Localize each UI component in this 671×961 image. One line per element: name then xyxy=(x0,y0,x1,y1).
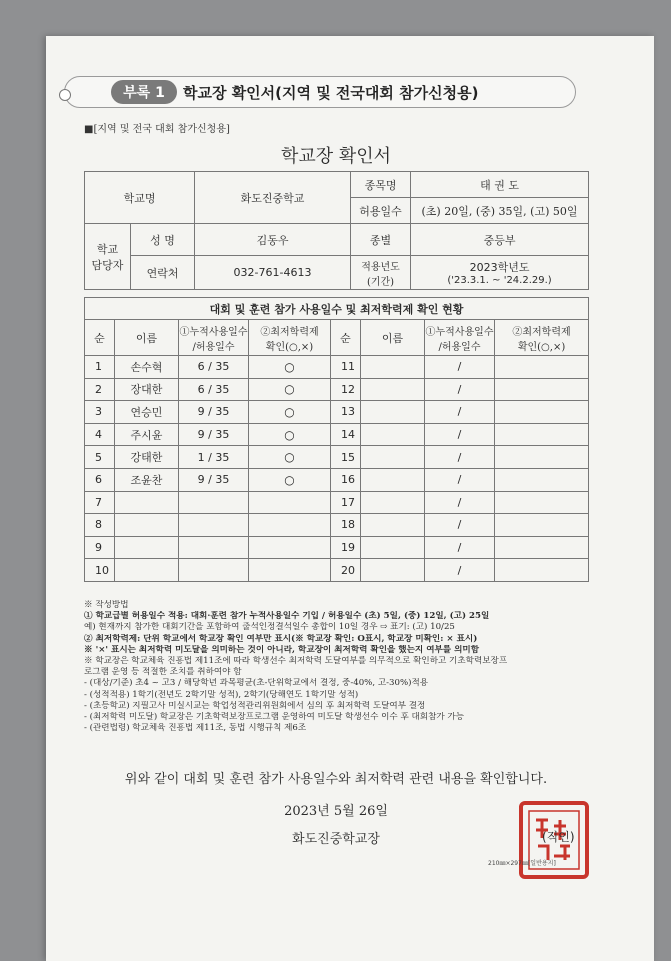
cell-days: / xyxy=(425,536,495,559)
cell-no: 5 xyxy=(85,446,115,469)
document-date: 2023년 5월 26일 xyxy=(284,804,388,819)
paper-size-label: 210㎜×297㎜[일반용지] xyxy=(488,860,556,867)
cell-no: 7 xyxy=(85,491,115,514)
cell-name: 손수혁 xyxy=(115,356,179,379)
principal-name: 화도진중학교장 xyxy=(292,832,380,847)
cell-name xyxy=(115,514,179,537)
cell-no: 20 xyxy=(331,559,361,582)
header-table xyxy=(84,171,589,290)
cell-days: 9 / 35 xyxy=(179,401,249,424)
cell-days: / xyxy=(425,378,495,401)
cell-name xyxy=(115,559,179,582)
note-line: - (최저학력 미도달) 학교장은 기초학력보장프로그램 운영하여 미도달 학생선수 이수 후 대회참가 가능 xyxy=(84,712,465,723)
note-line: ② 최저학력제: 단위 학교에서 학교장 확인 여부만 표시(※ 학교장 확인: O표시, 학교장 미확인: × 표시) xyxy=(84,633,478,644)
table-row xyxy=(85,446,589,469)
cell-days: / xyxy=(425,559,495,582)
cell-no: 1 xyxy=(85,356,115,379)
cell-name xyxy=(361,378,425,401)
cell-no: 17 xyxy=(331,491,361,514)
period-value: ('23.3.1. ~ '24.2.29.) xyxy=(447,275,552,286)
cell-days xyxy=(179,559,249,582)
note-line: 예) 현재까지 참가한 대회기간을 포함하여 출석인정결석일수 총합이 10일 경우 ⇨ 표기: (고) 10/25 xyxy=(84,622,455,633)
cell-no: 19 xyxy=(331,536,361,559)
cell-name xyxy=(361,491,425,514)
table-row xyxy=(85,401,589,424)
cell-days: 6 / 35 xyxy=(179,378,249,401)
cell-no: 16 xyxy=(331,468,361,491)
cell-min xyxy=(495,401,589,424)
note-line: ※ '×' 표시는 최저학력 미도달을 의미하는 것이 아니라, 학교장이 최저학력 확인을 했는지 여부를 의미함 xyxy=(84,644,480,655)
cell-min: ○ xyxy=(249,356,331,379)
cell-min: ○ xyxy=(249,446,331,469)
cell-name xyxy=(361,401,425,424)
table-row xyxy=(85,559,589,582)
cell-no: 3 xyxy=(85,401,115,424)
document-title: 학교장 확인서 xyxy=(280,146,392,167)
cell-days: 6 / 35 xyxy=(179,356,249,379)
cell-days: / xyxy=(425,446,495,469)
cell-days: / xyxy=(425,423,495,446)
cell-days xyxy=(179,491,249,514)
cell-days: / xyxy=(425,356,495,379)
cell-min: ○ xyxy=(249,468,331,491)
header-no: 순 xyxy=(85,320,115,356)
cell-name xyxy=(361,514,425,537)
note-line: ※ 작성방법 xyxy=(84,600,129,610)
header-min: ②최저학력제 확인(○,×) xyxy=(249,320,331,356)
form-label: ■[지역 및 전국 대회 참가신청용] xyxy=(84,124,230,135)
cell-name: 강태한 xyxy=(115,446,179,469)
note-line: ※ 학교장은 학교체육 진흥법 제11조에 따라 학생선수 최저학력 도달여부를 의무적으로 확인하고 기초학력보장프 xyxy=(84,656,508,667)
header-name: 이름 xyxy=(361,320,425,356)
division-label: 종별 xyxy=(351,224,411,256)
year-cell xyxy=(411,256,589,290)
cell-min xyxy=(495,468,589,491)
cell-name xyxy=(361,356,425,379)
staff-name: 김동우 xyxy=(195,224,351,256)
cell-name xyxy=(361,468,425,491)
cell-no: 9 xyxy=(85,536,115,559)
header-days: ①누적사용일수 /허용일수 xyxy=(179,320,249,356)
notes-section xyxy=(84,600,588,734)
cell-days: 1 / 35 xyxy=(179,446,249,469)
year-label: 적용년도 (기간) xyxy=(351,256,411,290)
header-min: ②최저학력제 확인(○,×) xyxy=(495,320,589,356)
appendix-title: 학교장 확인서(지역 및 전국대회 참가신청용) xyxy=(183,84,479,102)
cell-no: 10 xyxy=(85,559,115,582)
cell-no: 18 xyxy=(331,514,361,537)
bullet-circle-icon xyxy=(59,89,71,101)
appendix-banner xyxy=(64,76,576,108)
table-row xyxy=(85,491,589,514)
contact-label: 연락처 xyxy=(131,256,195,290)
confirm-statement: 위와 같이 대회 및 훈련 참가 사용일수와 최저학력 관련 내용을 확인합니다. xyxy=(124,772,548,787)
table-row xyxy=(85,468,589,491)
cell-min: ○ xyxy=(249,401,331,424)
cell-no: 12 xyxy=(331,378,361,401)
cell-no: 4 xyxy=(85,423,115,446)
sport-label: 종목명 xyxy=(351,172,411,198)
cell-days: / xyxy=(425,401,495,424)
cell-no: 2 xyxy=(85,378,115,401)
division-value: 중등부 xyxy=(411,224,589,256)
cell-days: / xyxy=(425,468,495,491)
cell-name xyxy=(361,446,425,469)
note-line: - (대상/기준) 초4 ~ 고3 / 해당학년 과목평균(초-단위학교에서 결정, 중-40%, 고-30%)적용 xyxy=(84,678,429,689)
appendix-tag: 부록 1 xyxy=(111,80,177,104)
header-name: 이름 xyxy=(115,320,179,356)
cell-no: 6 xyxy=(85,468,115,491)
school-label: 학교명 xyxy=(85,172,195,224)
cell-days xyxy=(179,514,249,537)
note-line: ① 학교급별 허용일수 적용: 대회·훈련 참가 누적사용일수 기입 / 허용일수 (초) 5일, (중) 12일, (고) 25일 xyxy=(84,611,490,622)
cell-min xyxy=(495,559,589,582)
year-value: 2023학년도 xyxy=(469,261,530,274)
cell-min xyxy=(495,378,589,401)
contact-value: 032-761-4613 xyxy=(195,256,351,290)
table-row xyxy=(85,514,589,537)
table-row xyxy=(85,423,589,446)
cell-days xyxy=(179,536,249,559)
cell-name xyxy=(115,491,179,514)
cell-min xyxy=(495,514,589,537)
note-line: - (초등학교) 지필고사 미실시교는 학업성적관리위원회에서 심의 후 최저학력 도달여부 결정 xyxy=(84,700,426,711)
cell-no: 8 xyxy=(85,514,115,537)
school-name: 화도진중학교 xyxy=(195,172,351,224)
cell-min xyxy=(495,423,589,446)
cell-name: 장대한 xyxy=(115,378,179,401)
cell-days: / xyxy=(425,514,495,537)
cell-min xyxy=(249,514,331,537)
section-title: 대회 및 훈련 참가 사용일수 및 최저학력제 확인 현황 xyxy=(85,298,589,320)
cell-no: 13 xyxy=(331,401,361,424)
cell-name xyxy=(361,536,425,559)
note-line: - (성적적용) 1학기(전년도 2학기말 성적), 2학기(당해연도 1학기말 성적) xyxy=(84,689,359,700)
cell-min xyxy=(249,559,331,582)
table-row xyxy=(85,536,589,559)
cell-name: 주시윤 xyxy=(115,423,179,446)
seal-mark: (직인) xyxy=(542,830,575,844)
note-line: 로그램 운영 등 적절한 조치를 취하여야 함 xyxy=(84,667,242,678)
header-no: 순 xyxy=(331,320,361,356)
table-row xyxy=(85,356,589,379)
cell-name: 연승민 xyxy=(115,401,179,424)
cell-min xyxy=(495,536,589,559)
students-table xyxy=(84,297,589,582)
cell-name: 조윤찬 xyxy=(115,468,179,491)
cell-min xyxy=(495,356,589,379)
cell-days: 9 / 35 xyxy=(179,468,249,491)
cell-name xyxy=(361,559,425,582)
cell-min xyxy=(495,446,589,469)
header-days: ①누적사용일수 /허용일수 xyxy=(425,320,495,356)
cell-min xyxy=(249,536,331,559)
name-label: 성 명 xyxy=(131,224,195,256)
cell-no: 15 xyxy=(331,446,361,469)
cell-name xyxy=(361,423,425,446)
note-line: - (관련법령) 학교체육 진흥법 제11조, 동법 시행규칙 제6조 xyxy=(84,723,307,734)
cell-min: ○ xyxy=(249,423,331,446)
cell-name xyxy=(115,536,179,559)
cell-days: 9 / 35 xyxy=(179,423,249,446)
allowed-value: (초) 20일, (중) 35일, (고) 50일 xyxy=(411,198,589,224)
cell-days: / xyxy=(425,491,495,514)
staff-label: 학교 담당자 xyxy=(85,224,131,290)
cell-no: 11 xyxy=(331,356,361,379)
cell-min xyxy=(495,491,589,514)
sport-value: 태 권 도 xyxy=(411,172,589,198)
cell-no: 14 xyxy=(331,423,361,446)
allowed-label: 허용일수 xyxy=(351,198,411,224)
table-row xyxy=(85,378,589,401)
cell-min: ○ xyxy=(249,378,331,401)
cell-min xyxy=(249,491,331,514)
